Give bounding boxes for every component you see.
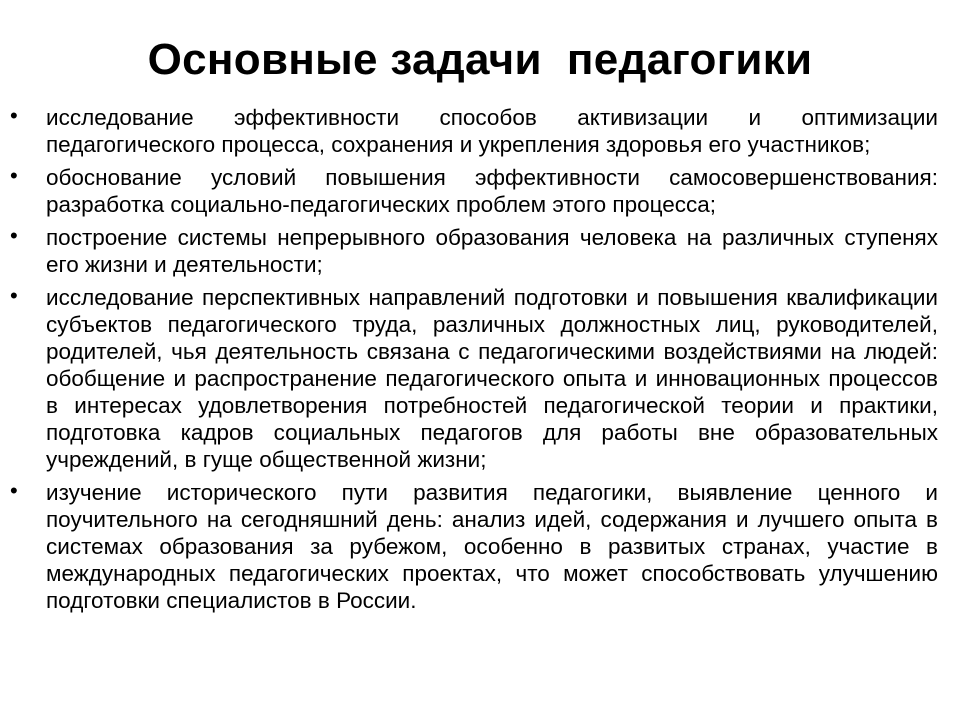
list-item-text: изучение исторического пути развития педагогики, выявление ценного и поучительного на сегодняшний день: анализ идей, содержания и лучшего опыта в системах образования за рубежом, особенно в развитых странах, участие в международных педагогических проектах, что может способствовать улучшению подготовки специалистов в России. (46, 480, 938, 613)
bullet-icon: • (10, 103, 18, 128)
list-item (10, 479, 938, 614)
list-item-text: построение системы непрерывного образования человека на различных ступенях его жизни и деятельности; (46, 225, 938, 277)
list-item-text: обоснование условий повышения эффективности самосовершенствования: разработка социально-педагогических проблем этого процесса; (46, 165, 938, 217)
bullet-icon: • (10, 223, 18, 248)
list-item (10, 164, 938, 218)
tasks-list (10, 104, 938, 620)
list-item (10, 284, 938, 473)
bullet-icon: • (10, 163, 18, 188)
list-item-text: исследование перспективных направлений подготовки и повышения квалификации субъектов педагогического труда, различных должностных лиц, руководителей, родителей, чья деятельность связана с педагогическими воздействиями на людей: обобщение и распространение педагогического опыта и инновационных процессов в интересах удовлетворения потребностей педагогической теории и практики, подготовка кадров социальных педагогов для работы вне образовательных учреждений, в гуще общественной жизни; (46, 285, 938, 472)
slide-title: Основные задачи педагогики (147, 35, 813, 84)
bullet-icon: • (10, 283, 18, 308)
list-item (10, 104, 938, 158)
list-item-text: исследование эффективности способов активизации и оптимизации педагогического процесса, сохранения и укрепления здоровья его участников; (46, 105, 938, 157)
list-item (10, 224, 938, 278)
bullet-icon: • (10, 478, 18, 503)
